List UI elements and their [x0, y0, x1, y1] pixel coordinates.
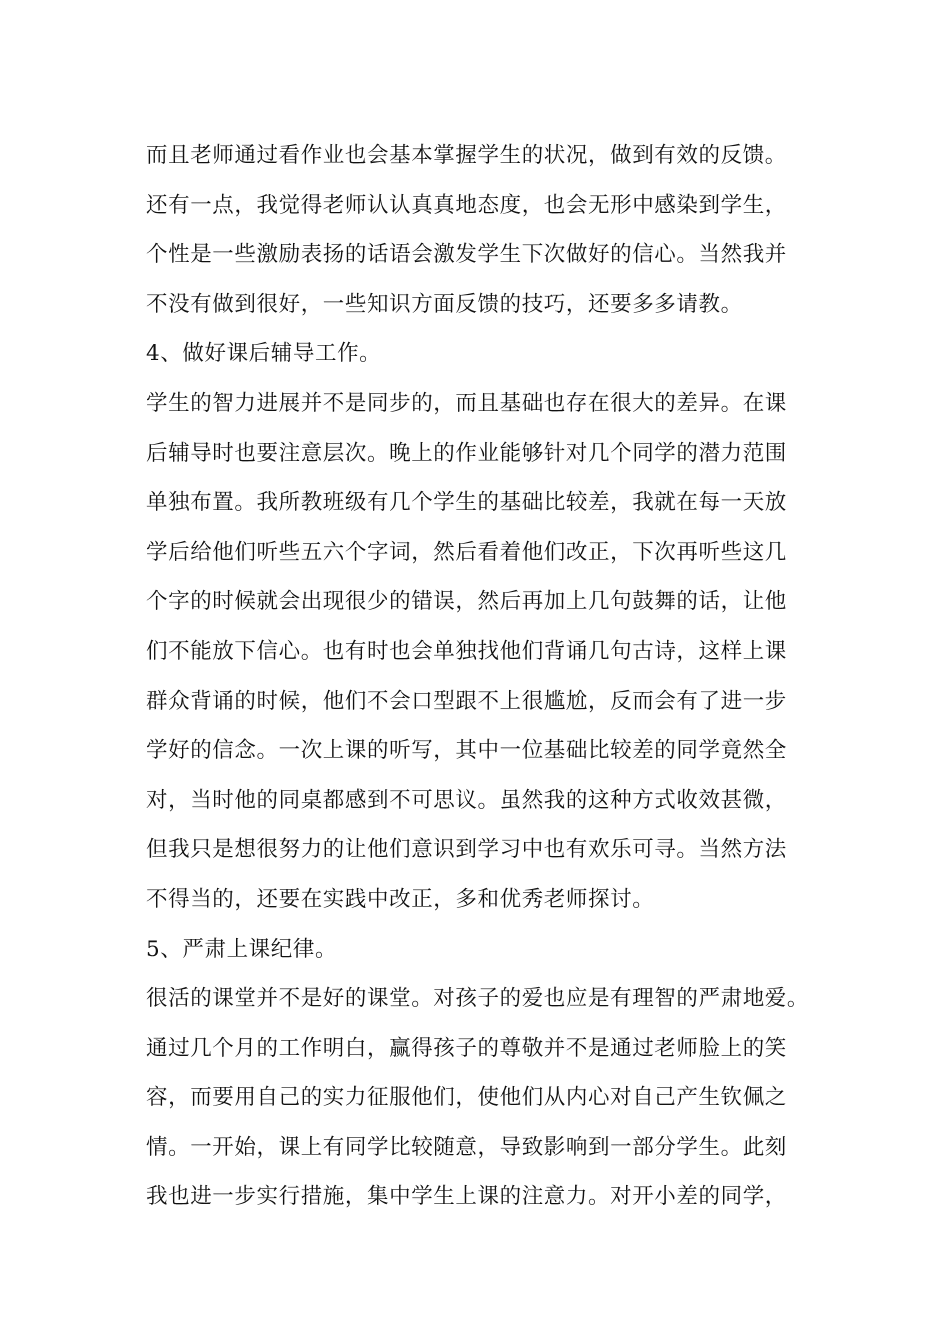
text-line: 很活的课堂并不是好的课堂。对孩子的爱也应是有理智的严肃地爱。: [146, 986, 810, 1012]
text-line: 群众背诵的时候，他们不会口型跟不上很尴尬，反而会有了进一步: [146, 688, 787, 714]
text-line: 容，而要用自己的实力征服他们，使他们从内心对自己产生钦佩之: [146, 1085, 787, 1111]
text-line: 不得当的，还要在实践中改正，多和优秀老师探讨。: [146, 886, 655, 912]
text-line: 学后给他们听些五六个字词，然后看着他们改正，下次再听些这几: [146, 539, 787, 565]
text-line: 还有一点，我觉得老师认认真真地态度，也会无形中感染到学生，: [146, 192, 787, 218]
body-text: [146, 131, 846, 1222]
text-line: 个性是一些激励表扬的话语会激发学生下次做好的信心。当然我并: [146, 242, 787, 268]
text-line: 学生的智力进展并不是同步的，而且基础也存在很大的差异。在课: [146, 390, 787, 416]
text-line: 对，当时他的同桌都感到不可思议。虽然我的这种方式收效甚微，: [146, 787, 787, 813]
text-line: 个字的时候就会出现很少的错误，然后再加上几句鼓舞的话，让他: [146, 589, 787, 615]
text-line: 我也进一步实行措施，集中学生上课的注意力。对开小差的同学，: [146, 1184, 787, 1210]
text-line: 情。一开始，课上有同学比较随意，导致影响到一部分学生。此刻: [146, 1134, 787, 1160]
text-line: 但我只是想很努力的让他们意识到学习中也有欢乐可寻。当然方法: [146, 837, 787, 863]
text-line: 通过几个月的工作明白，赢得孩子的尊敬并不是通过老师脸上的笑: [146, 1035, 787, 1061]
text-line: 不没有做到很好，一些知识方面反馈的技巧，还要多多请教。: [146, 291, 743, 317]
section-heading-5: 5、严肃上课纪律。: [146, 936, 338, 962]
text-line: 而且老师通过看作业也会基本掌握学生的状况，做到有效的反馈。: [146, 143, 787, 168]
section-heading-4: 4、做好课后辅导工作。: [146, 341, 382, 367]
text-line: 学好的信念。一次上课的听写，其中一位基础比较差的同学竟然全: [146, 738, 787, 764]
text-line: 单独布置。我所教班级有几个学生的基础比较差，我就在每一天放: [146, 490, 787, 516]
text-line: 后辅导时也要注意层次。晚上的作业能够针对几个同学的潜力范围: [146, 440, 787, 466]
text-line: 们不能放下信心。也有时也会单独找他们背诵几句古诗，这样上课: [146, 638, 787, 664]
